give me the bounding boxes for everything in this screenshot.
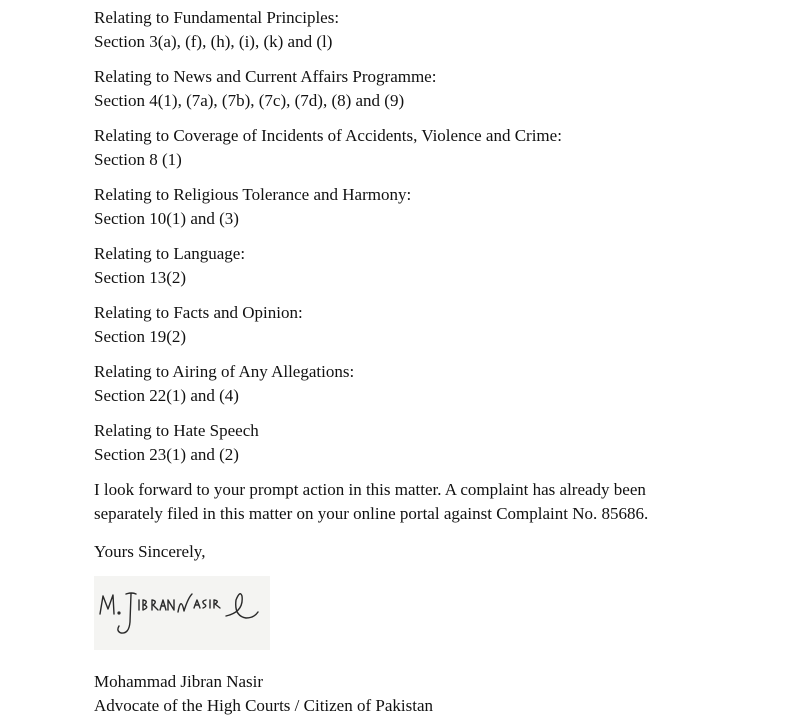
section-heading: Relating to Fundamental Principles: — [94, 8, 340, 27]
signer-block — [94, 670, 774, 718]
section-coverage-incidents — [94, 124, 774, 171]
section-detail: Section 10(1) and (3) — [94, 208, 239, 228]
salutation: Yours Sincerely, — [94, 542, 206, 561]
closing-line: I look forward to your prompt action in this matter. A complaint has already been — [94, 480, 646, 499]
section-airing-allegations — [94, 360, 774, 407]
section-fundamental-principles — [94, 6, 774, 53]
section-heading: Relating to Airing of Any Allegations: — [94, 362, 355, 381]
section-detail: Section 13(2) — [94, 267, 187, 287]
section-detail: Section 8 (1) — [94, 149, 182, 169]
section-news-current-affairs — [94, 65, 774, 112]
section-heading: Relating to Language: — [94, 244, 246, 263]
section-heading: Relating to News and Current Affairs Programme: — [94, 67, 437, 86]
signer-name: Mohammad Jibran Nasir — [94, 672, 264, 691]
section-religious-tolerance — [94, 183, 774, 230]
section-hate-speech — [94, 419, 774, 466]
section-heading: Relating to Facts and Opinion: — [94, 303, 303, 322]
handwritten-signature — [94, 576, 270, 650]
closing-paragraph — [94, 478, 774, 526]
section-heading: Relating to Coverage of Incidents of Accidents, Violence and Crime: — [94, 126, 562, 145]
section-detail: Section 19(2) — [94, 326, 187, 346]
closing-line: separately filed in this matter on your online portal against Complaint No. 85686. — [94, 504, 649, 523]
section-language — [94, 242, 774, 289]
section-heading: Relating to Hate Speech — [94, 421, 259, 440]
section-detail: Section 22(1) and (4) — [94, 385, 239, 405]
section-facts-opinion — [94, 301, 774, 348]
section-heading: Relating to Religious Tolerance and Harmony: — [94, 185, 412, 204]
section-detail: Section 3(a), (f), (h), (i), (k) and (l) — [94, 31, 333, 51]
signature-image — [94, 576, 270, 650]
letter-content — [94, 6, 774, 718]
section-detail: Section 23(1) and (2) — [94, 444, 239, 464]
signer-title: Advocate of the High Courts / Citizen of Pakistan — [94, 696, 433, 715]
section-detail: Section 4(1), (7a), (7b), (7c), (7d), (8) and (9) — [94, 90, 405, 110]
